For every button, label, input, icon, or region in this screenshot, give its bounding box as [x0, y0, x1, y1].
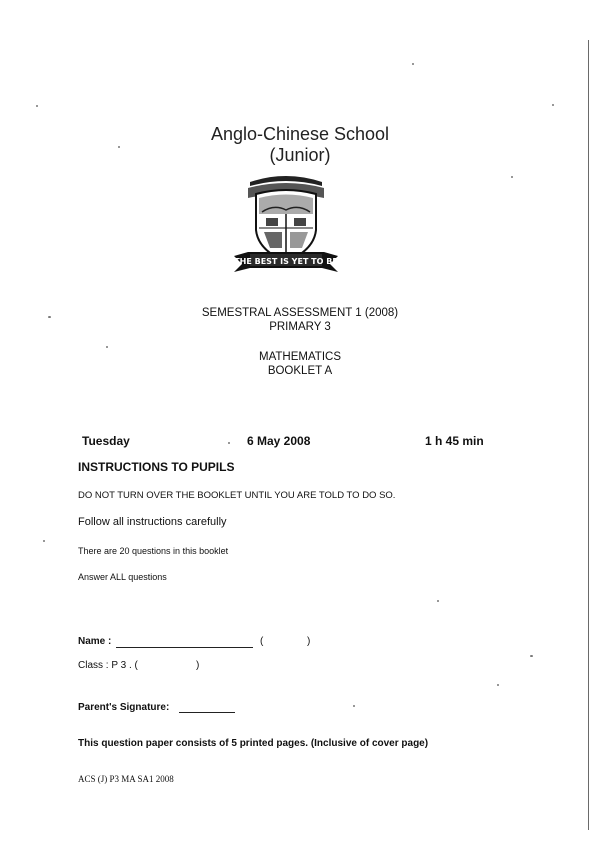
exam-day: Tuesday [82, 434, 130, 448]
assessment-block [0, 306, 600, 334]
class-index-field[interactable] [152, 658, 192, 672]
instruction-line: There are 20 questions in this booklet [78, 546, 229, 556]
pages-note: This question paper consists of 5 printed pages. (Inclusive of cover page) [78, 738, 429, 749]
subject-name: MATHEMATICS [259, 351, 341, 363]
instructions-heading: INSTRUCTIONS TO PUPILS [78, 460, 235, 474]
scan-speck [511, 176, 513, 178]
school-name: Anglo-Chinese School [210, 124, 390, 144]
school-crest-logo [226, 168, 346, 276]
assessment-level: PRIMARY 3 [269, 321, 331, 333]
name-field[interactable] [116, 635, 253, 648]
scan-speck [106, 346, 108, 348]
exam-date: 6 May 2008 [247, 434, 311, 448]
scan-speck [530, 655, 533, 657]
exam-duration: 1 h 45 min [425, 434, 484, 448]
subject-block [0, 350, 600, 378]
instruction-line: DO NOT TURN OVER THE BOOKLET UNTIL YOU ARE TOLD TO DO SO. [78, 490, 396, 501]
instruction-line: Follow all instructions carefully [78, 516, 227, 528]
svg-text:THE BEST IS YET TO BE: THE BEST IS YET TO BE [234, 257, 338, 266]
parent-signature-field[interactable] [179, 700, 235, 713]
class-label: Class : P 3 . ( [78, 660, 138, 671]
scan-speck [437, 600, 439, 602]
register-number-field[interactable] [268, 634, 304, 648]
school-title [0, 124, 600, 166]
register-close-paren: ) [307, 636, 311, 647]
scan-speck [36, 105, 38, 107]
instruction-line: Answer ALL questions [78, 572, 167, 582]
paper-code: ACS (J) P3 MA SA1 2008 [78, 774, 174, 784]
scan-speck [412, 63, 414, 65]
scan-speck [228, 442, 230, 444]
booklet-label: BOOKLET A [267, 365, 333, 377]
register-open-paren: ( [260, 636, 264, 647]
class-close-paren: ) [196, 660, 200, 671]
scan-speck [43, 540, 45, 542]
school-division: (Junior) [269, 145, 331, 165]
scan-speck [497, 684, 499, 686]
scan-speck [552, 104, 554, 106]
assessment-title: SEMESTRAL ASSESSMENT 1 (2008) [201, 307, 399, 319]
scan-speck [353, 705, 355, 707]
parent-signature-label: Parent's Signature: [78, 702, 170, 713]
name-label: Name : [78, 636, 112, 647]
